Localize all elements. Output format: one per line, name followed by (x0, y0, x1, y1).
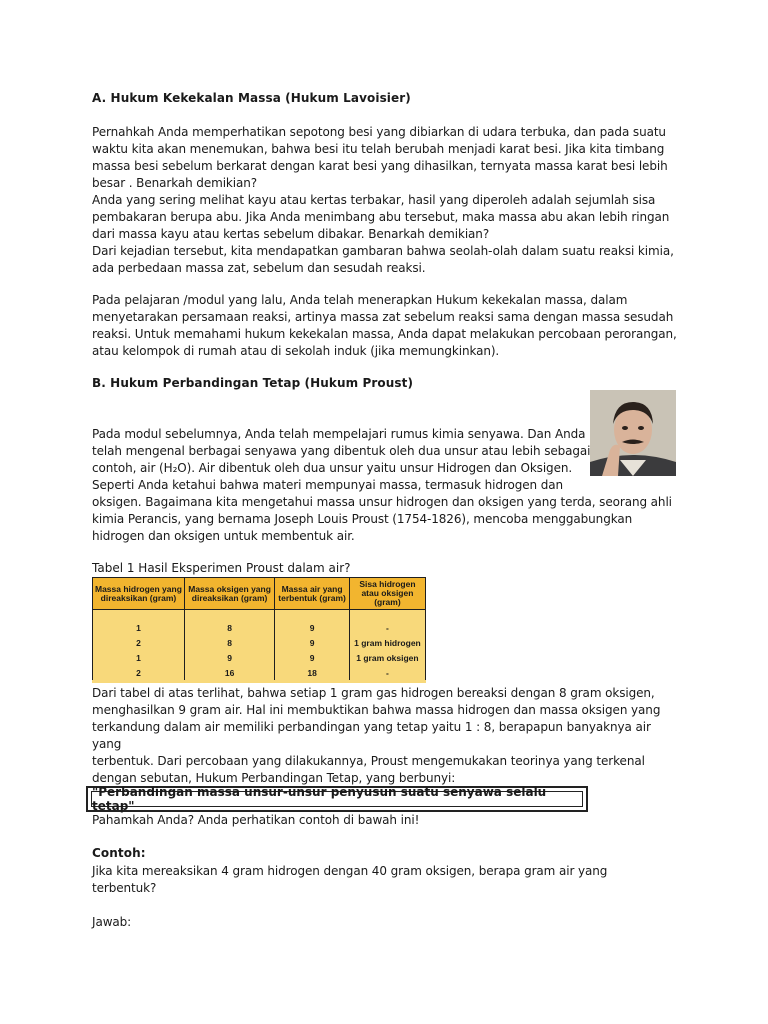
text-line: telah mengenal berbagai senyawa yang dibentuk oleh dua unsur atau lebih sebagai (92, 444, 591, 458)
section-b-heading: B. Hukum Perbandingan Tetap (Hukum Proust) (92, 376, 414, 390)
table-row (93, 620, 426, 635)
text-line: Seperti Anda ketahui bahwa materi mempunyai massa, termasuk hidrogen dan (92, 478, 564, 492)
table-cell: 8 (184, 620, 274, 635)
text-line: Pada modul sebelumnya, Anda telah mempelajari rumus kimia senyawa. Dan Anda (92, 427, 586, 441)
text-line: oksigen. Bagaimana kita mengetahui massa unsur hidrogen dan oksigen yang terda, seorang ahli (92, 495, 672, 509)
text-line: Anda yang sering melihat kayu atau kertas terbakar, hasil yang diperoleh adalah sejumlah sisa (92, 193, 656, 207)
table-header: Massa air yang terbentuk (gram) (275, 578, 350, 610)
text-line: massa besi sebelum berkarat dengan karat besi yang dihasilkan, ternyata massa karat besi lebih (92, 159, 668, 173)
table-header: Massa oksigen yang direaksikan (gram) (184, 578, 274, 610)
table-cell: 18 (275, 665, 350, 680)
table-cell: 1 (93, 650, 185, 665)
text-line: hidrogen dan oksigen untuk membentuk air. (92, 529, 355, 543)
table-cell: 2 (93, 635, 185, 650)
text-line: terbentuk. Dari percobaan yang dilakukannya, Proust mengemukakan teorinya yang terkenal (92, 754, 645, 768)
text-line: pembakaran berupa abu. Jika Anda menimbang abu tersebut, maka massa abu akan lebih ringan (92, 210, 670, 224)
contoh-heading: Contoh: (92, 846, 146, 860)
text-line: atau kelompok di rumah atau di sekolah induk (jika memungkinkan). (92, 344, 500, 358)
text-line: kimia Perancis, yang bernama Joseph Louis Proust (1754-1826), mencoba menggabungkan (92, 512, 633, 526)
table-cell: 9 (275, 635, 350, 650)
proust-portrait (590, 390, 676, 476)
table-cell: 9 (184, 650, 274, 665)
text-line: Dari kejadian tersebut, kita mendapatkan gambaran bahwa seolah-olah dalam suatu reaksi kimia, (92, 244, 674, 258)
section-a-heading: A. Hukum Kekekalan Massa (Hukum Lavoisier) (92, 91, 411, 105)
table-cell: 2 (93, 665, 185, 680)
section-a-paragraph-1 (92, 124, 682, 277)
text-line: waktu kita akan menemukan, bahwa besi itu telah berubah menjadi karat besi. Jika kita timbang (92, 142, 665, 156)
table-row (93, 665, 426, 680)
table-row (93, 635, 426, 650)
section-b-paragraph-1b (92, 494, 682, 545)
text-line: reaksi. Untuk memahami hukum kekekalan massa, Anda dapat melakukan percobaan perorangan, (92, 327, 677, 341)
text-line: terbentuk? (92, 881, 157, 895)
table-cell: 1 (93, 620, 185, 635)
after-quote-text: Pahamkah Anda? Anda perhatikan contoh di bawah ini! (92, 813, 420, 827)
table-cell: - (349, 665, 425, 680)
text-line: dengan sebutan, Hukum Perbandingan Tetap, yang berbunyi: (92, 771, 456, 785)
table-cell: - (349, 620, 425, 635)
text-line: Pada pelajaran /modul yang lalu, Anda telah menerapkan Hukum kekekalan massa, dalam (92, 293, 628, 307)
section-b-paragraph-2 (92, 685, 682, 787)
text-line: ada perbedaan massa zat, sebelum dan sesudah reaksi. (92, 261, 426, 275)
text-line: Jika kita mereaksikan 4 gram hidrogen dengan 40 gram oksigen, berapa gram air yang (92, 864, 608, 878)
table-row (93, 650, 426, 665)
table-cell: 8 (184, 635, 274, 650)
text-line: besar . Benarkah demikian? (92, 176, 258, 190)
section-a-paragraph-2 (92, 292, 682, 360)
text-line: menyetarakan persamaan reaksi, artinya massa zat sebelum reaksi sama dengan massa sesudah (92, 310, 674, 324)
table-cell: 9 (275, 620, 350, 635)
proust-table (92, 577, 426, 683)
text-line: contoh, air (H₂O). Air dibentuk oleh dua unsur yaitu unsur Hidrogen dan Oksigen. (92, 461, 573, 475)
text-line: terkandung dalam air memiliki perbandingan yang tetap yaitu 1 : 8, berapapun banyaknya air yang (92, 720, 651, 751)
section-b-paragraph-1a (92, 426, 592, 494)
table-cell: 16 (184, 665, 274, 680)
jawab-label: Jawab: (92, 915, 132, 929)
text-line: dari massa kayu atau kertas sebelum dibakar. Benarkah demikian? (92, 227, 490, 241)
text-line: menghasilkan 9 gram air. Hal ini membuktikan bahwa massa hidrogen dan massa oksigen yang (92, 703, 661, 717)
text-line: Dari tabel di atas terlihat, bahwa setiap 1 gram gas hidrogen bereaksi dengan 8 gram oksigen, (92, 686, 655, 700)
table-cell: 1 gram oksigen (349, 650, 425, 665)
table-cell: 1 gram hidrogen (349, 635, 425, 650)
contoh-text (92, 863, 682, 897)
text-line: Pernahkah Anda memperhatikan sepotong besi yang dibiarkan di udara terbuka, dan pada suatu (92, 125, 666, 139)
law-statement: "Perbandingan massa unsur-unsur penyusun suatu senyawa selalu tetap" (91, 791, 583, 807)
table-cell: 9 (275, 650, 350, 665)
table-header: Massa hidrogen yang direaksikan (gram) (93, 578, 185, 610)
table-caption: Tabel 1 Hasil Eksperimen Proust dalam air? (92, 561, 351, 575)
table-header: Sisa hidrogen atau oksigen (gram) (349, 578, 425, 610)
law-statement-box (86, 786, 588, 812)
